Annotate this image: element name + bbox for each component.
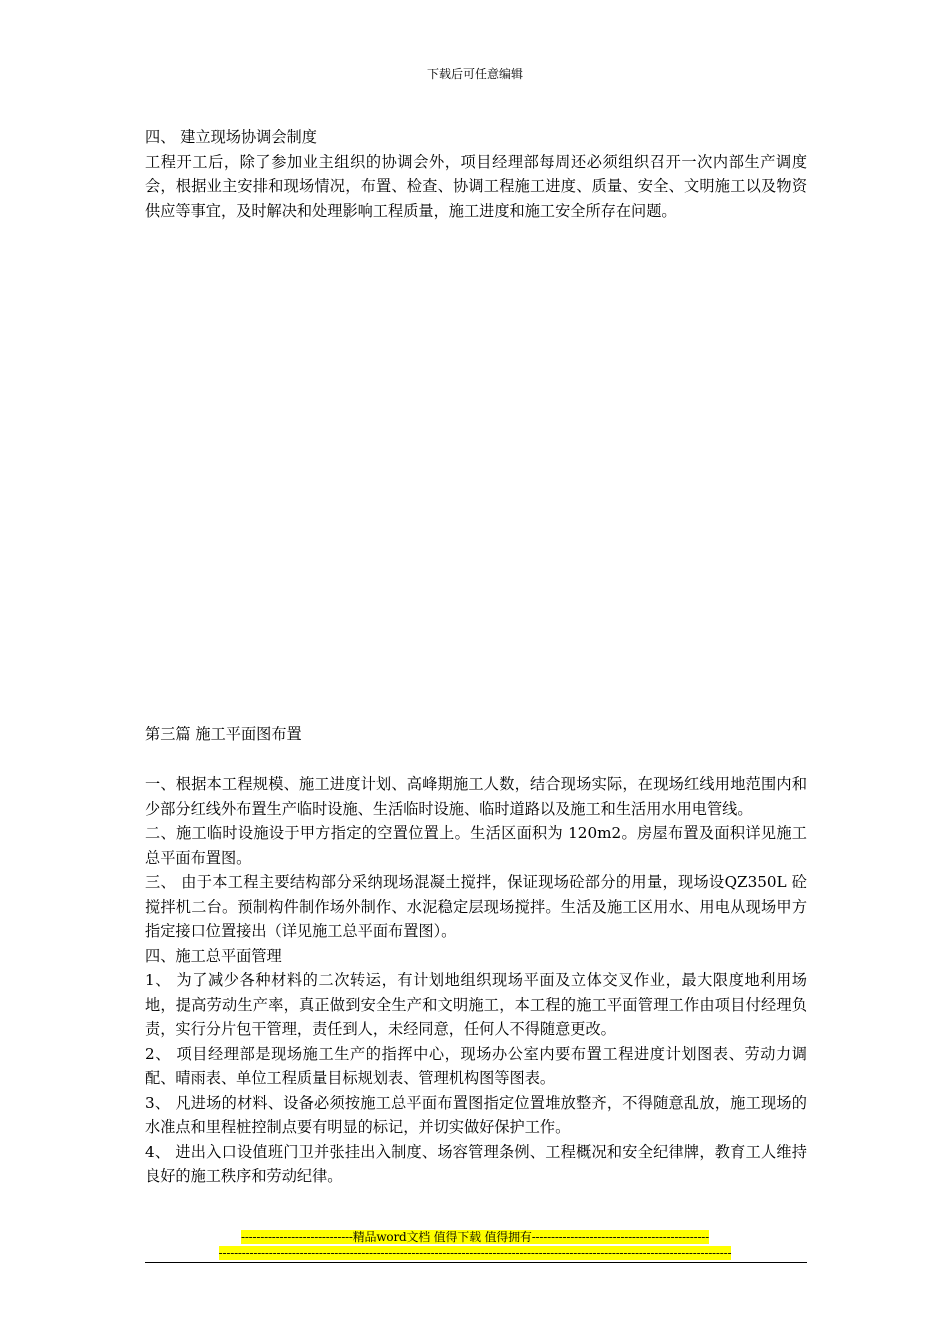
paragraph-temporary-facilities: 二、施工临时设施设于甲方指定的空置位置上。生活区面积为 120m2。房屋布置及面积详见施工总平面布置图。: [145, 824, 807, 867]
section-4-heading: 四、 建立现场协调会制度: [145, 128, 317, 146]
list-item-4: 4、 进出入口设值班门卫并张挂出入制度、场容管理条例、工程概况和安全纪律牌，教育工人维持良好的施工秩序和劳动纪律。: [145, 1142, 807, 1185]
paragraph-concrete-mixing: 三、 由于本工程主要结构部分采纳现场混凝土搅拌，保证现场砼部分的用量，现场设QZ350L 砼搅拌机二台。预制构件制作场外制作、水泥稳定层现场搅拌。生活及施工区用水、用电从现场甲方指定接口位置接出（详见施工总平面布置图）。: [145, 873, 807, 940]
page-header-note: 下载后可任意编辑: [426, 67, 523, 81]
section-4: [145, 125, 807, 223]
footer-divider: [145, 1262, 807, 1263]
subheading-general-plan-management: 四、施工总平面管理: [145, 946, 282, 965]
section-4-paragraph: 工程开工后，除了参加业主组织的协调会外，项目经理部每周还必须组织召开一次内部生产调度会，根据业主安排和现场情况，布置、检查、协调工程施工进度、质量、安全、文明施工以及物资供应等事宜，及时解决和处理影响工程质量，施工进度和施工安全所存在问题。: [145, 152, 807, 220]
part-3-title: 第三篇 施工平面图布置: [145, 725, 302, 743]
paragraph-site-layout-basis: 一、根据本工程规模、施工进度计划、高峰期施工人数，结合现场实际，在现场红线用地范围内和少部分红线外布置生产临时设施、生活临时设施、临时道路以及施工和生活用水用电管线。: [145, 775, 807, 818]
list-item-2: 2、 项目经理部是现场施工生产的指挥中心，现场办公室内要布置工程进度计划图表、劳动力调配、晴雨表、单位工程质量目标规划表、管理机构图等图表。: [145, 1044, 807, 1087]
footer-banner-text-1: -----------------------------精品word文档 值得下载 值得拥有----------------------------------------------: [240, 1230, 710, 1244]
list-item-1: 1、 为了减少各种材料的二次转运，有计划地组织现场平面及立体交叉作业，最大限度地利用场地，提高劳动生产率，真正做到安全生产和文明施工，本工程的施工平面管理工作由项目付经理负责，实行分片包干管理，责任到人，未经同意，任何人不得随意更改。: [145, 971, 807, 1038]
footer-banner-line-1: [0, 1229, 950, 1245]
footer-banner-text-2: -------------------------------------------------------------------------------------------------------------------------------------: [218, 1246, 732, 1260]
list-item-3: 3、 凡进场的材料、设备必须按施工总平面布置图指定位置堆放整齐，不得随意乱放，施工现场的水准点和里程桩控制点要有明显的标记，并切实做好保护工作。: [145, 1093, 807, 1136]
part-3-body: [145, 772, 807, 1189]
footer-banner-line-2: [0, 1245, 950, 1261]
